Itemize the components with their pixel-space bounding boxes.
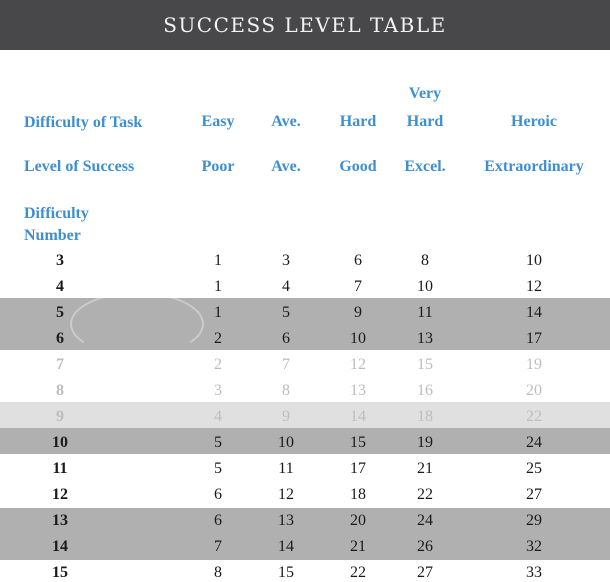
table-cell: 3 (282, 252, 290, 269)
table-cell: 14 (350, 408, 366, 425)
table-cell: 19 (526, 356, 542, 373)
table-cell: 24 (526, 434, 542, 451)
table-cell: 8 (421, 252, 429, 269)
band-dark-2 (0, 428, 610, 454)
table-cell: 4 (214, 408, 222, 425)
table-cell: 1 (214, 304, 222, 321)
table-cell: 24 (417, 512, 433, 529)
table-cell: 9 (282, 408, 290, 425)
table-cell: 16 (417, 382, 433, 399)
table-cell: 6 (354, 252, 362, 269)
table-cell: 21 (350, 538, 366, 555)
success-header-2: Good (339, 158, 377, 175)
difficulty-number-cell: 9 (56, 408, 64, 425)
difficulty-number-cell: 12 (52, 486, 68, 503)
difficulty-number-cell: 15 (52, 564, 68, 581)
table-cell: 20 (526, 382, 542, 399)
difficulty-number-cell: 7 (56, 356, 64, 373)
difficulty-header-0: Easy (201, 113, 235, 130)
difficulty-number-cell: 11 (52, 460, 68, 477)
difficulty-number-cell: 5 (56, 304, 64, 321)
difficulty-number-cell: 4 (56, 278, 64, 295)
table-cell: 6 (214, 512, 222, 529)
difficulty-number-cell: 13 (52, 512, 68, 529)
table-cell: 12 (350, 356, 366, 373)
table-cell: 14 (278, 538, 294, 555)
table-cell: 6 (214, 486, 222, 503)
table-cell: 7 (214, 538, 222, 555)
difficulty-header-4: Heroic (511, 113, 557, 130)
table-cell: 11 (278, 460, 294, 477)
table-cell: 15 (417, 356, 433, 373)
table-cell: 10 (350, 330, 366, 347)
table-cell: 29 (526, 512, 542, 529)
table-cell: 13 (278, 512, 294, 529)
table-cell: 22 (526, 408, 542, 425)
difficulty-header-1: Ave. (271, 113, 301, 130)
table-cell: 12 (278, 486, 294, 503)
table-cell: 10 (278, 434, 294, 451)
table-cell: 7 (282, 356, 290, 373)
success-header-4: Extraordinary (484, 158, 584, 175)
table-cell: 33 (526, 564, 542, 581)
table-cell: 22 (350, 564, 366, 581)
table-cell: 10 (526, 252, 542, 269)
difficulty-number-cell: 10 (52, 434, 68, 451)
difficulty-number-cell: 3 (56, 252, 64, 269)
table-cell: 17 (526, 330, 542, 347)
table-cell: 2 (214, 356, 222, 373)
difficulty-number-cell: 8 (56, 382, 64, 399)
table-cell: 18 (350, 486, 366, 503)
success-header-1: Ave. (271, 158, 301, 175)
table-cell: 3 (214, 382, 222, 399)
table-cell: 21 (417, 460, 433, 477)
difficulty-header-2: Hard (339, 113, 377, 130)
table-cell: 11 (417, 304, 433, 321)
table-cell: 8 (214, 564, 222, 581)
table-cell: 5 (282, 304, 290, 321)
table-cell: 26 (417, 538, 433, 555)
table-cell: 20 (350, 512, 366, 529)
table-cell: 5 (214, 460, 222, 477)
difficulty-number-cell: 6 (56, 330, 64, 347)
table-cell: 9 (354, 304, 362, 321)
difficulty-number-cell: 14 (52, 538, 68, 555)
difficulty-header-3: Very Hard (406, 85, 444, 130)
success-header-3: Excel. (404, 158, 446, 175)
table-cell: 1 (214, 252, 222, 269)
title-bar (0, 0, 610, 50)
table-cell: 32 (526, 538, 542, 555)
table-cell: 13 (417, 330, 433, 347)
table-cell: 18 (417, 408, 433, 425)
table-title: SUCCESS LEVEL TABLE (163, 13, 447, 37)
difficulty-of-task-label: Difficulty of Task (24, 114, 143, 131)
table-cell: 19 (417, 434, 433, 451)
table-cell: 4 (282, 278, 290, 295)
success-header-0: Poor (201, 158, 235, 175)
table-cell: 6 (282, 330, 290, 347)
table-cell: 2 (214, 330, 222, 347)
band-light (0, 402, 610, 428)
table-cell: 10 (417, 278, 433, 295)
level-of-success-label: Level of Success (24, 158, 135, 175)
table-cell: 25 (526, 460, 542, 477)
table-cell: 15 (278, 564, 294, 581)
table-cell: 13 (350, 382, 366, 399)
table-cell: 17 (350, 460, 366, 477)
table-cell: 14 (526, 304, 542, 321)
table-cell: 15 (350, 434, 366, 451)
band-dark-1 (0, 298, 610, 350)
table-cell: 8 (282, 382, 290, 399)
band-dark-3 (0, 508, 610, 560)
difficulty-number-label: Difficulty Number (24, 205, 89, 244)
table-cell: 7 (354, 278, 362, 295)
table-cell: 1 (214, 278, 222, 295)
table-cell: 22 (417, 486, 433, 503)
table-cell: 12 (526, 278, 542, 295)
table-cell: 27 (526, 486, 542, 503)
table-cell: 27 (417, 564, 433, 581)
table-cell: 5 (214, 434, 222, 451)
